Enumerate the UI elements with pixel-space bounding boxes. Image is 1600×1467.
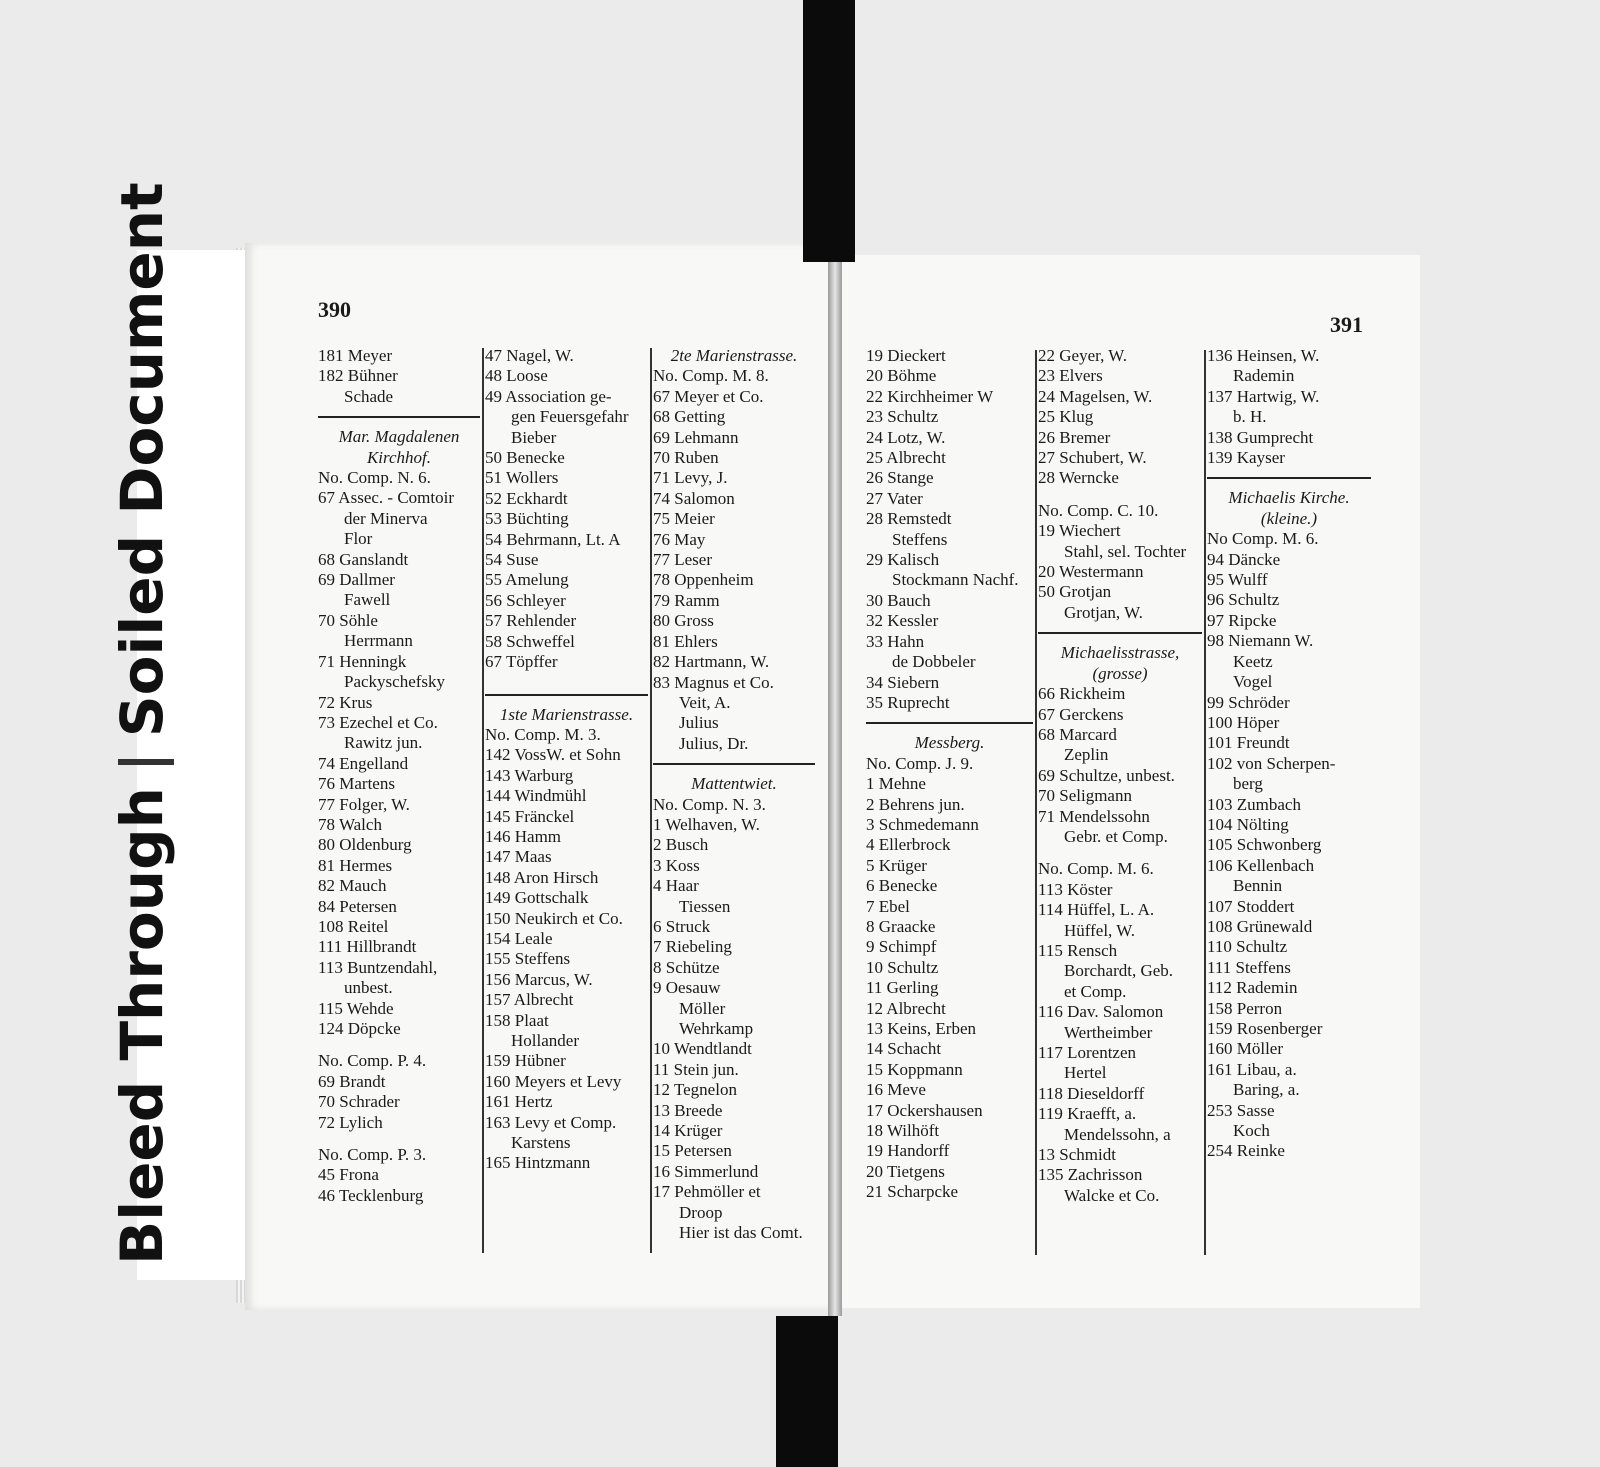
directory-entry: 12 Tegnelon <box>653 1080 737 1100</box>
directory-entry: 24 Magelsen, W. <box>1038 386 1153 406</box>
directory-entry: Gebr. et Comp. <box>1064 826 1168 846</box>
directory-entry: 27 Schubert, W. <box>1038 448 1147 468</box>
directory-entry: 159 Hübner <box>485 1051 566 1071</box>
directory-entry: 74 Engelland <box>318 753 409 773</box>
directory-entry: Julius, Dr. <box>679 733 749 753</box>
directory-entry: 14 Krüger <box>653 1121 723 1141</box>
directory-entry: 2 Behrens jun. <box>866 794 965 814</box>
directory-entry: 50 Benecke <box>485 448 565 468</box>
directory-entry: 110 Schultz <box>1207 937 1288 957</box>
directory-entry: Flor <box>344 529 373 549</box>
directory-entry: Herrmann <box>344 631 413 651</box>
directory-entry: 157 Albrecht <box>485 990 574 1010</box>
section-header: No. Comp. M. 8. <box>653 366 769 386</box>
directory-entry: 82 Hartmann, W. <box>653 652 770 672</box>
directory-entry: 28 Werncke <box>1038 468 1119 488</box>
directory-entry: 73 Ezechel et Co. <box>318 712 438 732</box>
label-bleed-through: Bleed Through <box>108 787 176 1265</box>
directory-entry: 26 Bremer <box>1038 427 1111 447</box>
directory-entry: der Minerva <box>344 508 428 528</box>
directory-entry: 69 Dallmer <box>318 570 395 590</box>
directory-entry: 23 Elvers <box>1038 366 1103 386</box>
directory-entry: Hüffel, W. <box>1064 920 1135 940</box>
section-header: 2te Marienstrasse. <box>670 346 798 365</box>
directory-entry: 139 Kayser <box>1207 448 1285 468</box>
directory-entry: 113 Köster <box>1038 879 1113 899</box>
directory-entry: 71 Levy, J. <box>653 468 728 488</box>
directory-entry: Wertheimber <box>1064 1022 1153 1042</box>
directory-entry: 163 Levy et Comp. <box>485 1112 617 1132</box>
directory-entry: 136 Heinsen, W. <box>1207 346 1320 365</box>
directory-entry: 111 Hillbrandt <box>318 937 417 957</box>
directory-entry: Rademin <box>1233 366 1295 386</box>
directory-entry: Koch <box>1233 1121 1270 1141</box>
directory-entry: Wehrkamp <box>679 1019 754 1038</box>
directory-entry: 160 Meyers et Levy <box>485 1071 622 1091</box>
directory-entry: Grotjan, W. <box>1064 602 1143 622</box>
directory-entry: Karstens <box>511 1133 571 1153</box>
section-header: (grosse) <box>1092 663 1148 683</box>
directory-entry: 74 Salomon <box>653 488 735 508</box>
directory-entry: 1 Welhaven, W. <box>653 814 760 834</box>
directory-entry: 103 Zumbach <box>1207 794 1301 814</box>
section-header: No Comp. M. 6. <box>1207 529 1319 549</box>
directory-entry: 67 Meyer et Co. <box>653 386 764 406</box>
directory-entry: 68 Marcard <box>1038 724 1117 744</box>
directory-entry: 23 Schultz <box>866 407 939 427</box>
spacer <box>1038 489 1202 501</box>
directory-entry: 154 Leale <box>485 928 553 948</box>
directory-entry: 33 Hahn <box>866 631 925 651</box>
directory-entry: 6 Struck <box>653 916 711 936</box>
directory-entry: 15 Koppmann <box>866 1059 963 1079</box>
directory-entry: 156 Marcus, W. <box>485 969 593 989</box>
directory-entry: 118 Dieseldorff <box>1038 1083 1145 1103</box>
directory-entry: 67 Töpffer <box>485 652 558 672</box>
directory-entry: 102 von Scherpen- <box>1207 753 1336 773</box>
directory-entry: 80 Oldenburg <box>318 835 412 855</box>
section-header: No. Comp. P. 3. <box>318 1145 427 1165</box>
directory-entry: 104 Nölting <box>1207 814 1289 834</box>
section-header: No. Comp. N. 6. <box>318 468 431 488</box>
directory-entry: 76 May <box>653 529 706 549</box>
directory-entry: 32 Kessler <box>866 611 939 631</box>
directory-entry: 115 Rensch <box>1038 940 1118 960</box>
directory-entry: 17 Ockershausen <box>866 1100 983 1120</box>
directory-entry: Mendelssohn, a <box>1064 1124 1171 1144</box>
directory-entry: Julius <box>679 713 719 733</box>
directory-entry: berg <box>1233 774 1263 794</box>
label-soiled-document: Soiled Document <box>108 182 176 738</box>
directory-entry: 8 Schütze <box>653 957 720 977</box>
directory-entry: 69 Lehmann <box>653 427 739 447</box>
label-separator <box>118 759 174 765</box>
directory-entry: 115 Wehde <box>318 998 394 1018</box>
directory-entry: 108 Grünewald <box>1207 916 1313 936</box>
column-divider <box>1035 350 1037 1255</box>
directory-entry: 95 Wulff <box>1207 570 1268 590</box>
directory-entry: 137 Hartwig, W. <box>1207 386 1320 406</box>
directory-entry: Schade <box>344 386 394 406</box>
directory-entry: 108 Reitel <box>318 916 389 936</box>
directory-entry: 15 Petersen <box>653 1141 732 1161</box>
directory-entry: Packyschefsky <box>344 672 446 692</box>
directory-entry: 48 Loose <box>485 366 548 386</box>
directory-entry: 82 Mauch <box>318 876 387 896</box>
directory-entry: 145 Fränckel <box>485 806 575 826</box>
spacer <box>485 673 648 685</box>
directory-entry: 78 Walch <box>318 814 382 834</box>
directory-entry: 19 Handorff <box>866 1141 950 1161</box>
directory-entry: 51 Wollers <box>485 468 559 488</box>
directory-entry: 107 Stoddert <box>1207 896 1295 916</box>
directory-entry: 147 Maas <box>485 847 552 867</box>
directory-entry: Stahl, sel. Tochter <box>1064 541 1187 561</box>
section-rule <box>318 416 480 418</box>
directory-entry: Fawell <box>344 590 391 610</box>
directory-entry: Vogel <box>1233 672 1273 692</box>
directory-entry: 54 Behrmann, Lt. A <box>485 529 621 549</box>
directory-entry: 158 Perron <box>1207 998 1283 1018</box>
directory-entry: 26 Stange <box>866 468 934 488</box>
directory-entry: 158 Plaat <box>485 1010 549 1030</box>
page-number-left: 390 <box>318 297 351 322</box>
directory-entry: 70 Seligmann <box>1038 786 1132 806</box>
directory-entry: 29 Kalisch <box>866 550 940 570</box>
directory-entry: 12 Albrecht <box>866 998 946 1018</box>
directory-entry: 34 Siebern <box>866 672 940 692</box>
directory-entry: 53 Büchting <box>485 509 569 529</box>
directory-entry: Veit, A. <box>679 692 731 712</box>
directory-entry: 70 Ruben <box>653 448 719 468</box>
directory-entry: 144 Windmühl <box>485 786 587 806</box>
directory-entry: 100 Höper <box>1207 712 1280 732</box>
right-column-1 <box>866 346 1033 1203</box>
directory-entry: 2 Busch <box>653 835 709 855</box>
directory-entry: 83 Magnus et Co. <box>653 672 774 692</box>
directory-entry: 4 Ellerbrock <box>866 835 951 855</box>
directory-entry: 10 Wendtlandt <box>653 1039 752 1059</box>
directory-entry: 135 Zachrisson <box>1038 1165 1143 1185</box>
directory-entry: 28 Remstedt <box>866 509 952 529</box>
directory-entry: 71 Mendelssohn <box>1038 806 1150 826</box>
directory-entry: 106 Kellenbach <box>1207 855 1315 875</box>
section-header: No. Comp. C. 10. <box>1038 500 1159 520</box>
section-header: No. Comp. M. 3. <box>485 724 601 744</box>
directory-entry: 13 Schmidt <box>1038 1145 1116 1165</box>
directory-entry: 56 Schleyer <box>485 590 566 610</box>
section-rule <box>1038 632 1202 634</box>
directory-entry: 112 Rademin <box>1207 978 1298 998</box>
directory-entry: b. H. <box>1233 407 1267 427</box>
section-rule <box>1207 477 1371 479</box>
directory-entry: 50 Grotjan <box>1038 582 1112 602</box>
directory-entry: et Comp. <box>1064 981 1127 1001</box>
directory-entry: 114 Hüffel, L. A. <box>1038 900 1155 920</box>
directory-entry: Droop <box>679 1202 723 1222</box>
section-header: Kirchhof. <box>366 447 432 467</box>
directory-entry: 27 Vater <box>866 488 923 508</box>
section-header: No. Comp. J. 9. <box>866 753 974 773</box>
directory-entry: 101 Freundt <box>1207 733 1290 753</box>
directory-entry: 150 Neukirch et Co. <box>485 908 623 928</box>
section-rule <box>485 694 648 696</box>
directory-entry: 146 Hamm <box>485 826 562 846</box>
right-column-3 <box>1207 346 1371 1162</box>
directory-entry: Hier ist das Comt. <box>679 1223 803 1243</box>
directory-entry: 68 Ganslandt <box>318 549 409 569</box>
directory-entry: 67 Assec. - Comtoir <box>318 488 454 508</box>
section-header: No. Comp. N. 3. <box>653 794 766 814</box>
directory-entry: 160 Möller <box>1207 1039 1284 1059</box>
directory-entry: Rawitz jun. <box>344 733 423 753</box>
directory-entry: gen Feuersgefahr <box>511 407 629 427</box>
column-divider <box>482 348 484 1253</box>
right-column-2 <box>1038 346 1202 1206</box>
directory-entry: 47 Nagel, W. <box>485 346 574 365</box>
condition-label <box>88 182 196 1265</box>
directory-entry: 1 Mehne <box>866 774 926 794</box>
directory-entry: Steffens <box>892 529 948 549</box>
directory-entry: 9 Oesauw <box>653 978 721 998</box>
column-divider <box>650 348 652 1253</box>
directory-entry: 20 Westermann <box>1038 562 1144 582</box>
directory-entry: 161 Libau, a. <box>1207 1059 1297 1079</box>
directory-entry: 10 Schultz <box>866 957 939 977</box>
directory-entry: 84 Petersen <box>318 896 397 916</box>
directory-entry: Möller <box>679 998 726 1018</box>
directory-entry: Tiessen <box>679 896 731 916</box>
directory-entry: 105 Schwonberg <box>1207 835 1322 855</box>
section-header: Mattentwiet. <box>691 774 777 794</box>
directory-entry: 68 Getting <box>653 407 726 427</box>
directory-entry: de Dobbeler <box>892 652 976 672</box>
directory-entry: 14 Schacht <box>866 1039 942 1059</box>
directory-entry: Bieber <box>511 427 557 447</box>
spacer <box>318 1133 480 1145</box>
directory-entry: 13 Keins, Erben <box>866 1019 977 1038</box>
section-header: Michaelis Kirche. <box>1228 488 1350 508</box>
directory-entry: Keetz <box>1233 651 1273 671</box>
directory-entry: 254 Reinke <box>1207 1141 1285 1161</box>
directory-entry: 72 Krus <box>318 692 373 712</box>
directory-entry: 138 Gumprecht <box>1207 427 1314 447</box>
page-number-right: 391 <box>1330 312 1363 337</box>
column-divider <box>1204 350 1206 1255</box>
directory-entry: 52 Eckhardt <box>485 488 568 508</box>
binding-clip-bottom <box>776 1316 838 1467</box>
directory-entry: 159 Rosenberger <box>1207 1019 1323 1038</box>
directory-entry: 19 Dieckert <box>866 346 946 365</box>
directory-entry: 16 Simmerlund <box>653 1161 759 1181</box>
directory-entry: 113 Buntzendahl, <box>318 957 438 977</box>
directory-entry: 253 Sasse <box>1207 1100 1275 1120</box>
directory-entry: unbest. <box>344 978 393 998</box>
directory-entry: 77 Leser <box>653 550 713 570</box>
directory-entry: 117 Lorentzen <box>1038 1043 1137 1062</box>
directory-entry: 7 Ebel <box>866 896 910 916</box>
directory-entry: Zeplin <box>1064 745 1109 765</box>
directory-entry: 54 Suse <box>485 550 539 570</box>
directory-entry: 20 Böhme <box>866 366 937 386</box>
directory-entry: 161 Hertz <box>485 1092 553 1112</box>
directory-entry: 45 Frona <box>318 1165 379 1185</box>
directory-entry: 70 Schrader <box>318 1092 400 1112</box>
directory-entry: 79 Ramm <box>653 590 720 610</box>
directory-entry: 77 Folger, W. <box>318 794 410 814</box>
section-header: No. Comp. M. 6. <box>1038 859 1154 879</box>
directory-entry: 24 Lotz, W. <box>866 427 946 447</box>
spacer <box>1038 847 1202 859</box>
directory-entry: 5 Krüger <box>866 855 927 875</box>
directory-entry: Baring, a. <box>1233 1080 1300 1100</box>
directory-entry: 69 Schultze, unbest. <box>1038 765 1175 785</box>
section-header: 1ste Marienstrasse. <box>499 704 634 724</box>
directory-entry: 97 Ripcke <box>1207 610 1277 630</box>
directory-entry: Bennin <box>1233 876 1283 896</box>
directory-entry: 78 Oppenheim <box>653 570 754 590</box>
section-rule <box>866 722 1033 724</box>
directory-entry: 25 Albrecht <box>866 448 946 468</box>
section-rule <box>653 763 815 765</box>
directory-entry: Hollander <box>511 1031 579 1050</box>
directory-entry: 142 VossW. et Sohn <box>485 745 621 765</box>
directory-entry: 143 Warburg <box>485 765 574 785</box>
directory-entry: 81 Ehlers <box>653 631 718 651</box>
directory-entry: 76 Martens <box>318 774 395 794</box>
directory-entry: 58 Schweffel <box>485 631 575 651</box>
directory-entry: 49 Association ge- <box>485 386 612 406</box>
directory-entry: 96 Schultz <box>1207 590 1280 610</box>
directory-entry: 4 Haar <box>653 876 699 896</box>
directory-entry: 17 Pehmöller et <box>653 1182 761 1202</box>
directory-entry: 57 Rehlender <box>485 611 577 631</box>
directory-entry: 99 Schröder <box>1207 692 1290 712</box>
directory-entry: 80 Gross <box>653 611 714 631</box>
left-column-1 <box>318 346 480 1206</box>
directory-entry: 70 Söhle <box>318 610 378 630</box>
section-header: Michaelisstrasse, <box>1060 643 1180 663</box>
directory-entry: Borchardt, Geb. <box>1064 961 1174 981</box>
directory-entry: 13 Breede <box>653 1100 723 1120</box>
directory-entry: 9 Schimpf <box>866 937 937 957</box>
directory-entry: 71 Henningk <box>318 651 407 671</box>
directory-entry: 11 Stein jun. <box>653 1059 739 1079</box>
directory-entry: 66 Rickheim <box>1038 684 1126 704</box>
directory-entry: 55 Amelung <box>485 570 569 590</box>
directory-entry: 16 Meve <box>866 1080 926 1100</box>
directory-entry: 30 Bauch <box>866 590 931 610</box>
directory-entry: 21 Scharpcke <box>866 1182 959 1202</box>
directory-entry: 72 Lylich <box>318 1112 383 1132</box>
directory-entry: 22 Kirchheimer W <box>866 386 994 406</box>
directory-entry: 3 Koss <box>653 855 700 875</box>
directory-entry: 3 Schmedemann <box>866 814 979 834</box>
directory-entry: 18 Wilhöft <box>866 1121 940 1141</box>
directory-entry: 148 Aron Hirsch <box>485 867 599 887</box>
section-header: Messberg. <box>914 733 985 753</box>
directory-entry: 181 Meyer <box>318 346 393 365</box>
section-header: No. Comp. P. 4. <box>318 1051 427 1071</box>
directory-entry: 69 Brandt <box>318 1071 386 1091</box>
binding-clip-top <box>803 0 855 262</box>
directory-entry: 155 Steffens <box>485 949 571 969</box>
directory-entry: 119 Kraefft, a. <box>1038 1104 1137 1124</box>
directory-entry: 20 Tietgens <box>866 1161 945 1181</box>
directory-entry: 111 Steffens <box>1207 957 1291 977</box>
directory-entry: 98 Niemann W. <box>1207 631 1314 651</box>
directory-entry: 149 Gottschalk <box>485 888 589 908</box>
directory-entry: 67 Gerckens <box>1038 704 1124 724</box>
section-header: Mar. Magdalenen <box>338 427 460 447</box>
directory-entry: Walcke et Co. <box>1064 1185 1160 1205</box>
left-column-2 <box>485 346 648 1174</box>
directory-entry: 75 Meier <box>653 509 715 529</box>
directory-entry: 46 Tecklenburg <box>318 1185 424 1205</box>
left-column-3 <box>653 346 815 1243</box>
directory-entry: 19 Wiechert <box>1038 521 1121 541</box>
directory-entry: 35 Ruprecht <box>866 692 950 712</box>
book-gutter <box>828 262 842 1316</box>
directory-entry: 25 Klug <box>1038 407 1094 427</box>
directory-entry: 124 Döpcke <box>318 1019 401 1038</box>
directory-entry: 182 Bühner <box>318 366 398 386</box>
directory-entry: 22 Geyer, W. <box>1038 346 1128 365</box>
directory-entry: 6 Benecke <box>866 876 938 896</box>
section-header: (kleine.) <box>1260 508 1318 528</box>
directory-entry: 7 Riebeling <box>653 937 732 957</box>
directory-entry: 165 Hintzmann <box>485 1153 591 1173</box>
spacer <box>318 1039 480 1051</box>
directory-entry: Stockmann Nachf. <box>892 570 1019 590</box>
directory-entry: Hertel <box>1064 1063 1107 1083</box>
directory-entry: 8 Graacke <box>866 916 936 936</box>
directory-entry: 11 Gerling <box>866 978 939 998</box>
directory-entry: 81 Hermes <box>318 855 393 875</box>
directory-entry: 94 Däncke <box>1207 549 1281 569</box>
directory-entry: 116 Dav. Salomon <box>1038 1002 1164 1022</box>
